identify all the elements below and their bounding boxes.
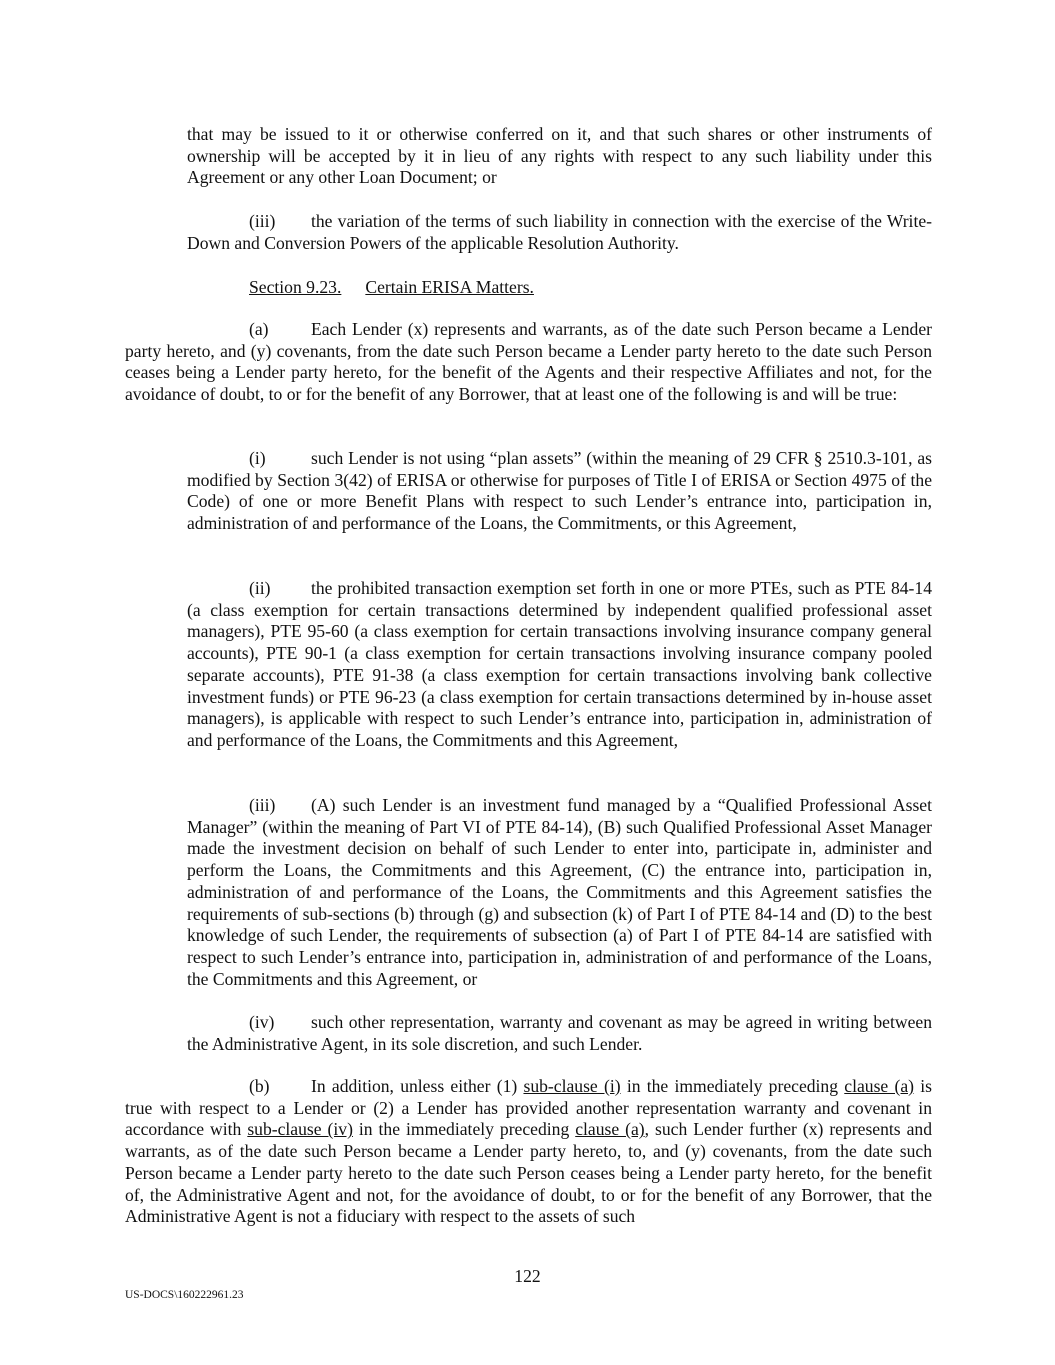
clause-a-i-paragraph	[187, 448, 932, 535]
clause-a-iii-text: (A) such Lender is an investment fund managed by a “Qualified Professional Asset Manager” (within the meaning of Part VI of PTE 84-14), (B) such Qualified Professional Asset Manager made the investment decision on behalf of such Lender to enter into, participate in, administer and perform the Loans, the Commitments and this Agreement, (C) the entrance into, participation in, administration of and performance of the Loans, the Commitments and this Agreement satisfies the requirements of sub-sections (b) through (g) and subsection (k) of Part I of PTE 84-14 and (D) to the best knowledge of such Lender, the requirements of subsection (a) of Part I of PTE 84-14 are satisfied with respect to such Lender’s entrance into, participation in, administration of and performance of the Loans, the Commitments and this Agreement, or	[187, 795, 932, 989]
clause-a-ii-number: (ii)	[249, 578, 271, 598]
cross-reference-link[interactable]: sub-clause (iv)	[247, 1119, 353, 1140]
continuation-paragraph: that may be issued to it or otherwise conferred on it, and that such shares or other instruments of ownership will be accepted by it in lieu of any rights with respect to any such liability under this Agreement or any other Loan Document; or	[187, 124, 932, 188]
clause-a-i-number: (i)	[249, 448, 266, 468]
clause-a-ii-paragraph	[187, 578, 932, 752]
clause-a-iii-paragraph	[187, 795, 932, 990]
document-id: US-DOCS\160222961.23	[125, 1289, 244, 1301]
cross-reference-link[interactable]: sub-clause (i)	[523, 1076, 621, 1096]
section-heading	[249, 277, 534, 299]
clause-a-text: Each Lender (x) represents and warrants, as of the date such Person became a Lender party hereto, and (y) covenants, from the date such Person became a Lender party hereto to the date such Person ceases being a Lender party hereto, for the benefit of the Agents and their respective Affiliates and not, for the avoidance of doubt, to or for the benefit of any Borrower, that at least one of the following is and will be true:	[125, 319, 932, 405]
cross-reference-link[interactable]: clause (a)	[575, 1119, 645, 1140]
clause-a-ii-text: the prohibited transaction exemption set forth in one or more PTEs, such as PTE 84-14 (a class exemption for certain transactions determined by independent qualified professional asset managers), PTE 95-60 (a class exemption for certain transactions involving insurance company general accounts), PTE 90-1 (a class exemption for certain transactions involving insurance company pooled separate accounts), PTE 91-38 (a class exemption for certain transactions involving bank collective investment funds) or PTE 96-23 (a class exemption for certain transactions determined by in-house asset managers), is applicable with respect to such Lender’s entrance into, participation in, administration of and performance of the Loans, the Commitments and this Agreement,	[187, 578, 932, 750]
page-number: 122	[514, 1266, 541, 1286]
clause-iii-text: the variation of the terms of such liability in connection with the exercise of the Write-Down and Conversion Powers of the applicable Resolution Authority.	[187, 211, 932, 253]
clause-a-iii-number: (iii)	[249, 795, 276, 815]
clause-a-paragraph	[125, 319, 932, 406]
clause-b-paragraph: (b) In addition, unless either (1) sub-clause (i) in the immediately preceding clause (a) is true with respect to a Lender or (2) a Lender has provided another representation warranty and covenant in accordance with sub-clause (iv) in the immediately preceding clause (a), such Lender further (x) represents and warrants, as of the date such Person became a Lender party hereto, to, and (y) covenants, from the date such Person became a Lender party hereto to the date such Person ceases being a Lender party hereto, for the benefit of, the Administrative Agent and not, for the avoidance of doubt, to or for the benefit of any Borrower, that the Administrative Agent is not a fiduciary with respect to the assets of such	[125, 1076, 932, 1227]
clause-a-iv-paragraph	[187, 1012, 932, 1055]
clause-iii-paragraph	[187, 211, 932, 254]
clause-iii-number: (iii)	[249, 211, 276, 231]
clause-a-i-text: such Lender is not using “plan assets” (within the meaning of 29 CFR § 2510.3-101, as modified by Section 3(42) of ERISA or otherwise for purposes of Title I of ERISA or Section 4975 of the Code) of one or more Benefit Plans with respect to such Lender’s entrance into, participation in, administration of and performance of the Loans, the Commitments, or this Agreement,	[187, 448, 932, 534]
clause-a-iv-text: such other representation, warranty and covenant as may be agreed in writing between the Administrative Agent, in its sole discretion, and such Lender.	[187, 1012, 932, 1054]
clause-a-number: (a)	[249, 319, 269, 339]
clause-b-number: (b)	[249, 1076, 270, 1096]
section-number: Section 9.23.	[249, 277, 342, 297]
section-title: Certain ERISA Matters.	[365, 277, 534, 297]
clause-a-iv-number: (iv)	[249, 1012, 275, 1032]
cross-reference-link[interactable]: clause (a)	[844, 1076, 915, 1096]
